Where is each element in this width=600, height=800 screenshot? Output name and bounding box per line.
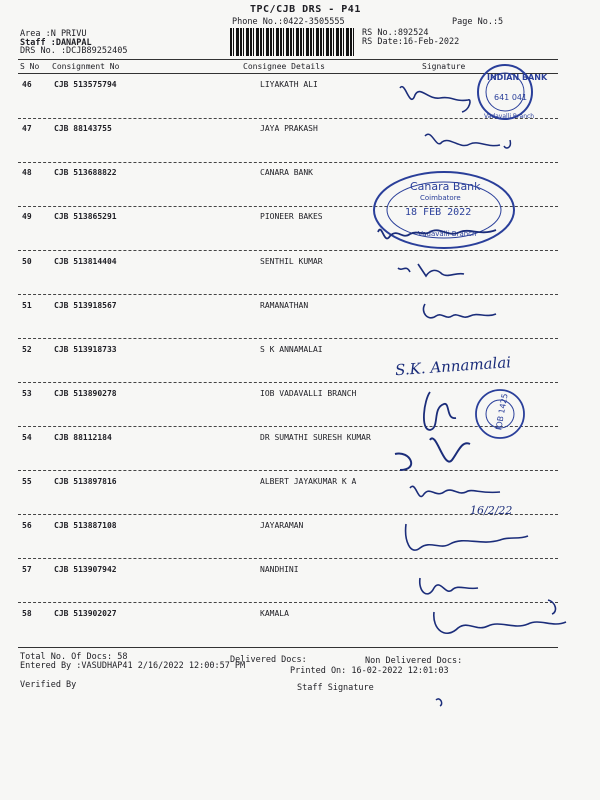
document-title: TPC/CJB DRS - P41 (250, 4, 361, 15)
row-sno: 56 (22, 521, 32, 530)
drs-number: DRS No. :DCJB89252405 (20, 46, 128, 56)
row-divider (18, 250, 558, 251)
handwritten-date: 16/2/22 (470, 504, 513, 517)
row-sno: 58 (22, 609, 32, 618)
staff-signature-mark (436, 699, 442, 706)
row-sno: 50 (22, 257, 32, 266)
row-consignment: CJB 513902027 (54, 609, 117, 618)
row-consignment: CJB 513865291 (54, 212, 117, 221)
row-sno: 55 (22, 477, 32, 486)
row-consignment: CJB 513887108 (54, 521, 117, 530)
canara-stamp-branch: Vadavalli Branch (418, 230, 477, 238)
row-consignee: KAMALA (260, 609, 289, 618)
indian-bank-stamp-code: 641 041 (494, 93, 528, 102)
row-consignment: CJB 513890278 (54, 389, 117, 398)
staff-field: Staff :DANAPAL (20, 38, 92, 48)
row-divider (18, 602, 558, 603)
row-sno: 54 (22, 433, 32, 442)
page-number: Page No.:5 (452, 17, 504, 27)
column-consignment: Consignment No (52, 62, 120, 71)
row-consignment: CJB 513897816 (54, 477, 117, 486)
verified-by: Verified By (20, 680, 77, 690)
indian-bank-stamp-text: INDIAN BANK (487, 73, 548, 82)
row-divider (18, 118, 558, 119)
row-divider (18, 514, 558, 515)
staff-signature-label: Staff Signature (297, 683, 374, 693)
area-field: Area :N PRIVU (20, 29, 87, 39)
signature-annamalai: S.K. Annamalai (394, 353, 512, 380)
row-consignee: S K ANNAMALAI (260, 345, 323, 354)
row-divider (18, 382, 558, 383)
row-divider (18, 162, 558, 163)
row-sno: 48 (22, 168, 32, 177)
header-rule-top (18, 59, 558, 60)
row-sno: 47 (22, 124, 32, 133)
delivered-docs: Delivered Docs: (230, 655, 307, 665)
non-delivered-docs: Non Delivered Docs: (365, 656, 463, 666)
table-row (0, 80, 600, 94)
row-sno: 57 (22, 565, 32, 574)
row-sno: 49 (22, 212, 32, 221)
row-divider (18, 558, 558, 559)
row-consignment: CJB 513918733 (54, 345, 117, 354)
row-consignee: PIONEER BAKES (260, 212, 323, 221)
row-divider (18, 426, 558, 427)
row-sno: 53 (22, 389, 32, 398)
column-sno: S No (20, 62, 40, 71)
table-row (0, 168, 600, 182)
table-bottom-rule (18, 647, 558, 648)
row-divider (18, 470, 558, 471)
iob-stamp-text: IOB 1425 (494, 392, 510, 431)
row-divider (18, 294, 558, 295)
row-consignment: CJB 88112184 (54, 433, 112, 442)
rs-date: RS Date:16-Feb-2022 (362, 37, 460, 47)
printed-on: Printed On: 16-02-2022 12:01:03 (290, 666, 449, 676)
row-consignment: CJB 513907942 (54, 565, 117, 574)
row-consignee: JAYA PRAKASH (260, 124, 318, 133)
row-sno: 51 (22, 301, 32, 310)
row-consignee: ALBERT JAYAKUMAR K A (260, 477, 357, 486)
table-row (0, 389, 600, 403)
row-consignment: CJB 88143755 (54, 124, 112, 133)
table-row (0, 565, 600, 579)
total-docs: Total No. Of Docs: 58 (20, 652, 128, 662)
row-consignment: CJB 513575794 (54, 80, 117, 89)
row-consignee: CANARA BANK (260, 168, 313, 177)
table-row (0, 521, 600, 535)
canara-stamp-date: 18 FEB 2022 (405, 207, 472, 218)
table-row (0, 124, 600, 138)
canara-stamp-city: Coimbatore (420, 194, 461, 202)
row-consignee: DR SUMATHI SURESH KUMAR (260, 433, 371, 442)
row-consignee: NANDHINI (260, 565, 299, 574)
row-consignment: CJB 513688822 (54, 168, 117, 177)
row-divider (18, 206, 558, 207)
row-consignee: IOB VADAVALLI BRANCH (260, 389, 357, 398)
row-consignment: CJB 513918567 (54, 301, 117, 310)
table-row (0, 257, 600, 271)
signature-pioneer (378, 230, 496, 239)
signature-nandhini (420, 578, 478, 594)
header-rule-bottom (18, 73, 558, 74)
column-signature: Signature (422, 62, 466, 71)
column-consignee: Consignee Details (243, 62, 325, 71)
indian-bank-stamp-branch: Vadavalli Branch (484, 113, 535, 120)
table-row (0, 433, 600, 447)
table-row (0, 212, 600, 226)
rs-number: RS No.:892524 (362, 28, 429, 38)
row-sno: 52 (22, 345, 32, 354)
row-consignee: LIYAKATH ALI (260, 80, 318, 89)
row-consignee: RAMANATHAN (260, 301, 309, 310)
row-divider (18, 338, 558, 339)
row-consignment: CJB 513814404 (54, 257, 117, 266)
row-sno: 46 (22, 80, 32, 89)
table-row (0, 301, 600, 315)
table-row (0, 609, 600, 623)
canara-stamp-name: Canara Bank (410, 180, 481, 193)
table-row (0, 345, 600, 359)
canara-bank-stamp (374, 172, 514, 248)
row-consignee: SENTHIL KUMAR (260, 257, 323, 266)
table-row (0, 477, 600, 491)
entered-by: Entered By :VASUDHAP41 2/16/2022 12:00:57 PM (20, 661, 246, 671)
barcode (230, 28, 355, 56)
row-consignee: JAYARAMAN (260, 521, 304, 530)
phone-number: Phone No.:0422-3505555 (232, 17, 345, 27)
